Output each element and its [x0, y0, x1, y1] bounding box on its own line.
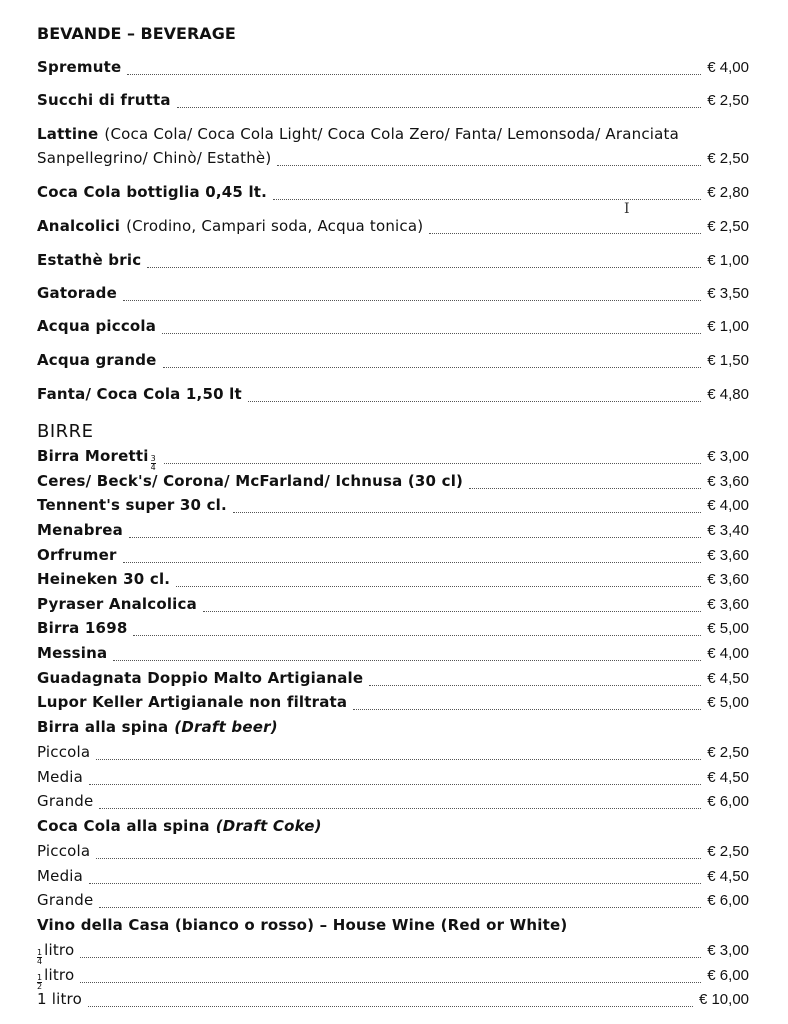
item-price: € 1,50 [707, 352, 749, 369]
leader-dots [369, 673, 701, 686]
item-label: Guadagnata Doppio Malto Artigianale [37, 669, 364, 687]
size-price: € 4,50 [707, 769, 749, 786]
item-note: (Coca Cola/ Coca Cola Light/ Coca Cola Zero/ Fanta/ Lemonsoda/ Aranciata [104, 125, 680, 143]
leader-dots [89, 871, 701, 884]
item-label: Orfrumer [37, 546, 117, 564]
fraction: $\frac{1}{2}$ [37, 973, 43, 991]
size-label: Piccola [37, 743, 91, 761]
size-price: € 6,00 [707, 793, 749, 810]
item-label: Menabrea [37, 521, 123, 539]
size-item [37, 941, 749, 966]
menu-item [37, 570, 749, 592]
item-price: € 3,50 [707, 285, 749, 302]
item-note: (Crodino, Campari soda, Acqua tonica) [126, 217, 424, 235]
menu-item [37, 546, 749, 568]
item-price: € 3,00 [707, 448, 749, 465]
item-price: € 2,50 [707, 150, 749, 167]
item-price: € 3,60 [707, 571, 749, 588]
size-price: € 2,50 [707, 843, 749, 860]
section-title-birre: BIRRE [37, 421, 94, 442]
item-price: € 4,00 [707, 645, 749, 662]
subsection-title: Birra alla spina [37, 718, 169, 736]
fraction: $\frac{3}{4}$ [150, 454, 156, 472]
subsection-draft-coke [37, 817, 749, 839]
item-label: Pyraser Analcolica [37, 595, 197, 613]
size-item [37, 966, 749, 991]
menu-item [37, 91, 749, 113]
item-price: € 4,80 [707, 386, 749, 403]
subsection-subtitle: (Draft Coke) [215, 817, 322, 835]
subsection-house-wine [37, 916, 749, 938]
item-price: € 2,80 [707, 184, 749, 201]
leader-dots [203, 599, 701, 612]
item-label: Lattine [37, 125, 99, 143]
leader-dots [96, 846, 701, 859]
item-note: Sanpellegrino/ Chinò/ Estathè) [37, 149, 272, 167]
leader-dots [88, 994, 693, 1007]
menu-item [37, 496, 749, 518]
item-label: Heineken 30 cl. [37, 570, 171, 588]
size-item [37, 792, 749, 814]
item-price: € 4,50 [707, 670, 749, 687]
size-item [37, 867, 749, 889]
item-price: € 3,60 [707, 547, 749, 564]
leader-dots [80, 945, 701, 958]
subsection-subtitle: (Draft beer) [174, 718, 278, 736]
menu-item [37, 619, 749, 641]
menu-item [37, 251, 749, 273]
size-label: 1 litro [37, 990, 82, 1008]
text-cursor-icon: I [624, 201, 630, 217]
leader-dots [176, 574, 701, 587]
item-price: € 1,00 [707, 252, 749, 269]
leader-dots [80, 970, 701, 983]
subsection-title: Vino della Casa (bianco o rosso) – House Wine (Red or White) [37, 916, 568, 934]
item-label: Spremute [37, 58, 122, 76]
item-price: € 2,50 [707, 92, 749, 109]
item-label: Birra Moretti [37, 447, 149, 465]
menu-item [37, 447, 749, 472]
subsection-draft-beer [37, 718, 749, 740]
size-label: litro [44, 966, 75, 984]
leader-dots [353, 697, 701, 710]
leader-dots [164, 451, 702, 464]
leader-dots [177, 95, 702, 108]
leader-dots [133, 623, 701, 636]
item-label: Analcolici [37, 217, 121, 235]
item-price: € 1,00 [707, 318, 749, 335]
leader-dots [162, 321, 701, 334]
menu-item [37, 644, 749, 666]
leader-dots [277, 153, 701, 166]
menu-item [37, 693, 749, 715]
item-label: Fanta/ Coca Cola 1,50 lt [37, 385, 242, 403]
leader-dots [129, 525, 701, 538]
item-label: Birra 1698 [37, 619, 128, 637]
leader-dots [233, 500, 701, 513]
menu-item [37, 183, 749, 205]
leader-dots [113, 648, 701, 661]
menu-item [37, 521, 749, 543]
fraction: $\frac{1}{4}$ [37, 948, 43, 966]
item-price: € 4,00 [707, 497, 749, 514]
leader-dots [163, 355, 702, 368]
leader-dots [123, 288, 701, 301]
size-price: € 4,50 [707, 868, 749, 885]
leader-dots [273, 187, 701, 200]
size-price: € 6,00 [707, 967, 749, 984]
size-item [37, 842, 749, 864]
item-label: Ceres/ Beck's/ Corona/ McFarland/ Ichnusa (30 cl) [37, 472, 464, 490]
leader-dots [89, 772, 701, 785]
menu-item [37, 385, 749, 407]
menu-item [37, 351, 749, 373]
size-item [37, 768, 749, 790]
item-price: € 5,00 [707, 694, 749, 711]
item-price: € 2,50 [707, 218, 749, 235]
menu-item [37, 284, 749, 306]
item-price: € 3,60 [707, 473, 749, 490]
leader-dots [99, 895, 701, 908]
size-label: Media [37, 768, 84, 786]
item-label: Succhi di frutta [37, 91, 171, 109]
item-price: € 5,00 [707, 620, 749, 637]
item-price: € 4,00 [707, 59, 749, 76]
size-item [37, 891, 749, 913]
menu-item [37, 472, 749, 494]
leader-dots [469, 476, 701, 489]
size-item [37, 990, 749, 1012]
item-label: Messina [37, 644, 108, 662]
size-label: Piccola [37, 842, 91, 860]
leader-dots [248, 389, 701, 402]
menu-item [37, 58, 749, 80]
menu-item-line2 [37, 149, 749, 171]
menu-item-line1 [37, 125, 749, 147]
leader-dots [96, 747, 701, 760]
item-label: Coca Cola bottiglia 0,45 lt. [37, 183, 268, 201]
size-label: Grande [37, 792, 94, 810]
leader-dots [99, 796, 701, 809]
menu-item [37, 595, 749, 617]
menu-item [37, 669, 749, 691]
leader-dots [123, 550, 702, 563]
leader-dots [429, 221, 701, 234]
item-label: Acqua piccola [37, 317, 157, 335]
size-price: € 10,00 [698, 991, 749, 1008]
subsection-title: Coca Cola alla spina [37, 817, 210, 835]
leader-dots [127, 62, 701, 75]
section-title-beverage: BEVANDE – BEVERAGE [37, 24, 236, 43]
menu-item [37, 317, 749, 339]
item-price: € 3,40 [707, 522, 749, 539]
item-label: Acqua grande [37, 351, 157, 369]
leader-dots [147, 255, 701, 268]
item-label: Gatorade [37, 284, 117, 302]
menu-item [37, 217, 749, 239]
item-label: Lupor Keller Artigianale non filtrata [37, 693, 348, 711]
item-price: € 3,60 [707, 596, 749, 613]
size-item [37, 743, 749, 765]
size-price: € 6,00 [707, 892, 749, 909]
item-label: Estathè bric [37, 251, 142, 269]
size-price: € 3,00 [707, 942, 749, 959]
size-label: litro [44, 941, 75, 959]
size-label: Grande [37, 891, 94, 909]
size-price: € 2,50 [707, 744, 749, 761]
size-label: Media [37, 867, 84, 885]
item-label: Tennent's super 30 cl. [37, 496, 227, 514]
